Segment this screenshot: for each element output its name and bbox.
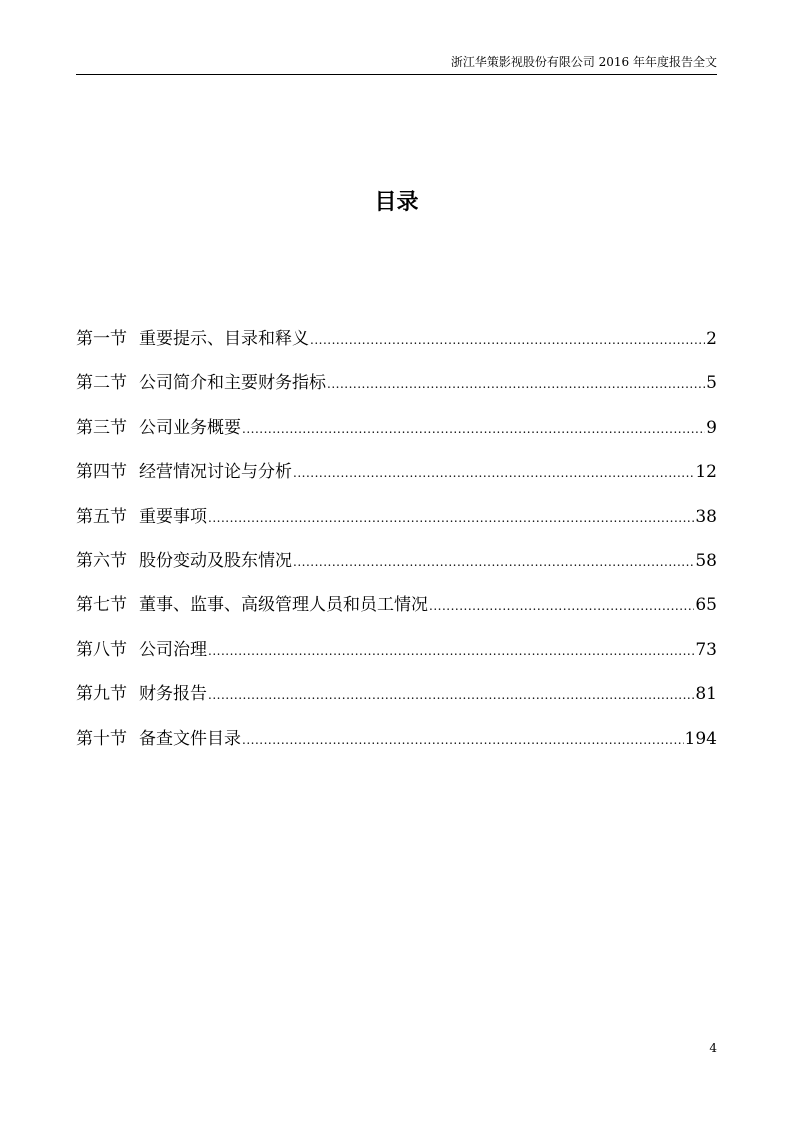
- toc-section-name: 公司简介和主要财务指标: [139, 373, 326, 394]
- toc-leader-dots: [208, 680, 694, 710]
- toc-entry[interactable]: [76, 590, 717, 634]
- toc-page-number: 194: [684, 728, 717, 749]
- toc-page-number: 65: [695, 595, 717, 616]
- toc-page-number: 9: [706, 417, 717, 438]
- toc-entry[interactable]: [76, 368, 717, 412]
- table-of-contents: [76, 324, 717, 768]
- page-header: [76, 54, 717, 75]
- toc-entry[interactable]: [76, 502, 717, 546]
- toc-section-label: 第六节: [76, 550, 127, 571]
- toc-section-name: 公司业务概要: [139, 417, 241, 438]
- toc-section-name: 股份变动及股东情况: [139, 550, 292, 571]
- toc-section-name: 董事、监事、高级管理人员和员工情况: [139, 595, 428, 616]
- toc-page-number: 5: [706, 373, 717, 394]
- toc-leader-dots: [242, 725, 684, 755]
- toc-page-number: 73: [695, 639, 717, 660]
- toc-leader-dots: [208, 636, 694, 666]
- toc-section-label: 第三节: [76, 417, 127, 438]
- toc-section-label: 第一节: [76, 329, 127, 349]
- toc-section-label: 第五节: [76, 506, 127, 527]
- page-title: 目录: [374, 190, 419, 215]
- toc-section-name: 财务报告: [139, 684, 207, 705]
- toc-leader-dots: [293, 547, 694, 577]
- toc-page-number: 58: [695, 550, 717, 571]
- toc-section-name: 重要事项: [139, 506, 207, 527]
- toc-entry[interactable]: [76, 413, 717, 457]
- toc-section-label: 第九节: [76, 684, 127, 705]
- toc-section-label: 第八节: [76, 639, 127, 660]
- toc-section-name: 备查文件目录: [139, 728, 241, 749]
- toc-entry[interactable]: [76, 457, 717, 501]
- toc-leader-dots: [242, 414, 705, 444]
- toc-section-label: 第十节: [76, 728, 127, 749]
- toc-page-number: 12: [695, 462, 717, 483]
- toc-page-number: 81: [695, 684, 717, 705]
- toc-entry[interactable]: [76, 724, 717, 768]
- toc-leader-dots: [293, 458, 694, 488]
- toc-leader-dots: [310, 325, 705, 355]
- toc-entry[interactable]: [76, 679, 717, 723]
- toc-page-number: 38: [695, 506, 717, 527]
- toc-section-label: 第二节: [76, 373, 127, 394]
- toc-entry[interactable]: [76, 324, 717, 368]
- toc-page-number: 2: [706, 329, 717, 349]
- toc-leader-dots: [429, 591, 694, 621]
- toc-leader-dots: [208, 503, 694, 533]
- toc-section-name: 公司治理: [139, 639, 207, 660]
- header-text: 浙江华策影视股份有限公司 2016 年年度报告全文: [450, 55, 717, 69]
- toc-entry[interactable]: [76, 546, 717, 590]
- toc-section-label: 第七节: [76, 595, 127, 616]
- toc-leader-dots: [327, 369, 705, 399]
- toc-section-label: 第四节: [76, 462, 127, 483]
- toc-entry[interactable]: [76, 635, 717, 679]
- page-number: 4: [709, 1041, 717, 1055]
- toc-section-name: 经营情况讨论与分析: [139, 462, 292, 483]
- toc-section-name: 重要提示、目录和释义: [139, 329, 309, 349]
